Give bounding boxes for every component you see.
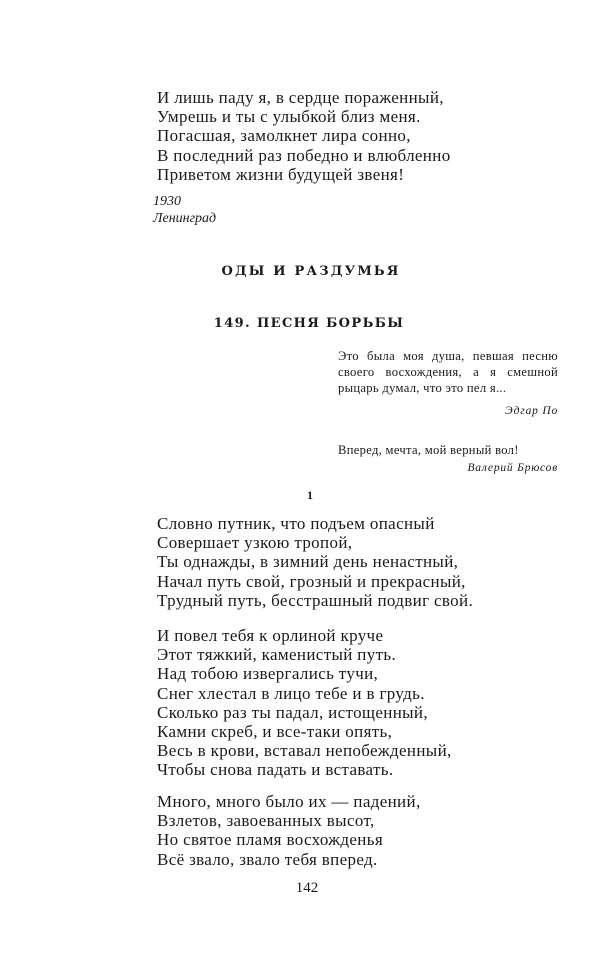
verse-line: Чтобы снова падать и вставать. [157,760,394,780]
date-year: 1930 [153,194,181,209]
verse-line: Приветом жизни будущей звеня! [157,164,405,184]
epigraph [338,442,558,476]
epigraph [338,348,558,419]
stanza [157,792,421,869]
verse-line: Сколько раз ты падал, истощенный, [157,702,428,722]
epigraph-author: Эдгар По [505,405,558,417]
verse-line: Снег хлестал в лицо тебе и в грудь. [157,683,425,703]
epigraph-text: Это была моя душа, певшая песню своего восхождения, а я смешной рыцарь думал, что это пел я... [338,349,558,395]
epigraph-text: Вперед, мечта, мой верный вол! [338,443,519,457]
verse-line: Камни скреб, и все-таки опять, [157,722,393,742]
verse-line: Словно путник, что подъем опасный [157,514,435,533]
part-number: 1 [307,488,313,502]
verse-line: В последний раз победно и влюбленно [157,145,451,165]
verse-line: Ты однажды, в зимний день ненастный, [157,552,459,572]
verse-line: Но святое пламя восхожденья [157,830,384,850]
epigraph-author: Валерий Брюсов [467,462,558,474]
verse-line: Погасшая, замолкнет лира сонно, [157,126,411,146]
stanza [157,514,473,610]
verse-line: Совершает узкою тропой, [157,533,353,553]
verse-line: Умрешь и ты с улыбкой близ меня. [157,107,421,127]
verse-line: Этот тяжкий, каменистый путь. [157,645,397,665]
date-place: Ленинград [153,211,217,226]
verse-line: Взлетов, завоеванных высот, [157,811,375,831]
verse-line: И повел тебя к орлиной круче [157,626,384,645]
verse-line: Много, много было их — падений, [157,792,421,811]
verse-line: Над тобою извергались тучи, [157,664,379,684]
dateline [153,193,216,227]
verse-line: Начал путь свой, грозный и прекрасный, [157,571,466,591]
section-title: ОДЫ И РАЗДУМЬЯ [221,264,401,279]
verse-line: И лишь паду я, в сердце пораженный, [157,88,444,107]
verse-line: Весь в крови, вставал непобежденный, [157,741,452,761]
poem-title: 149. ПЕСНЯ БОРЬБЫ [213,316,405,331]
closing-stanza [157,88,451,184]
stanza [157,626,452,780]
page-number: 142 [295,880,319,896]
verse-line: Трудный путь, бесстрашный подвиг свой. [157,590,474,610]
verse-line: Всё звало, звало тебя вперед. [157,849,378,869]
